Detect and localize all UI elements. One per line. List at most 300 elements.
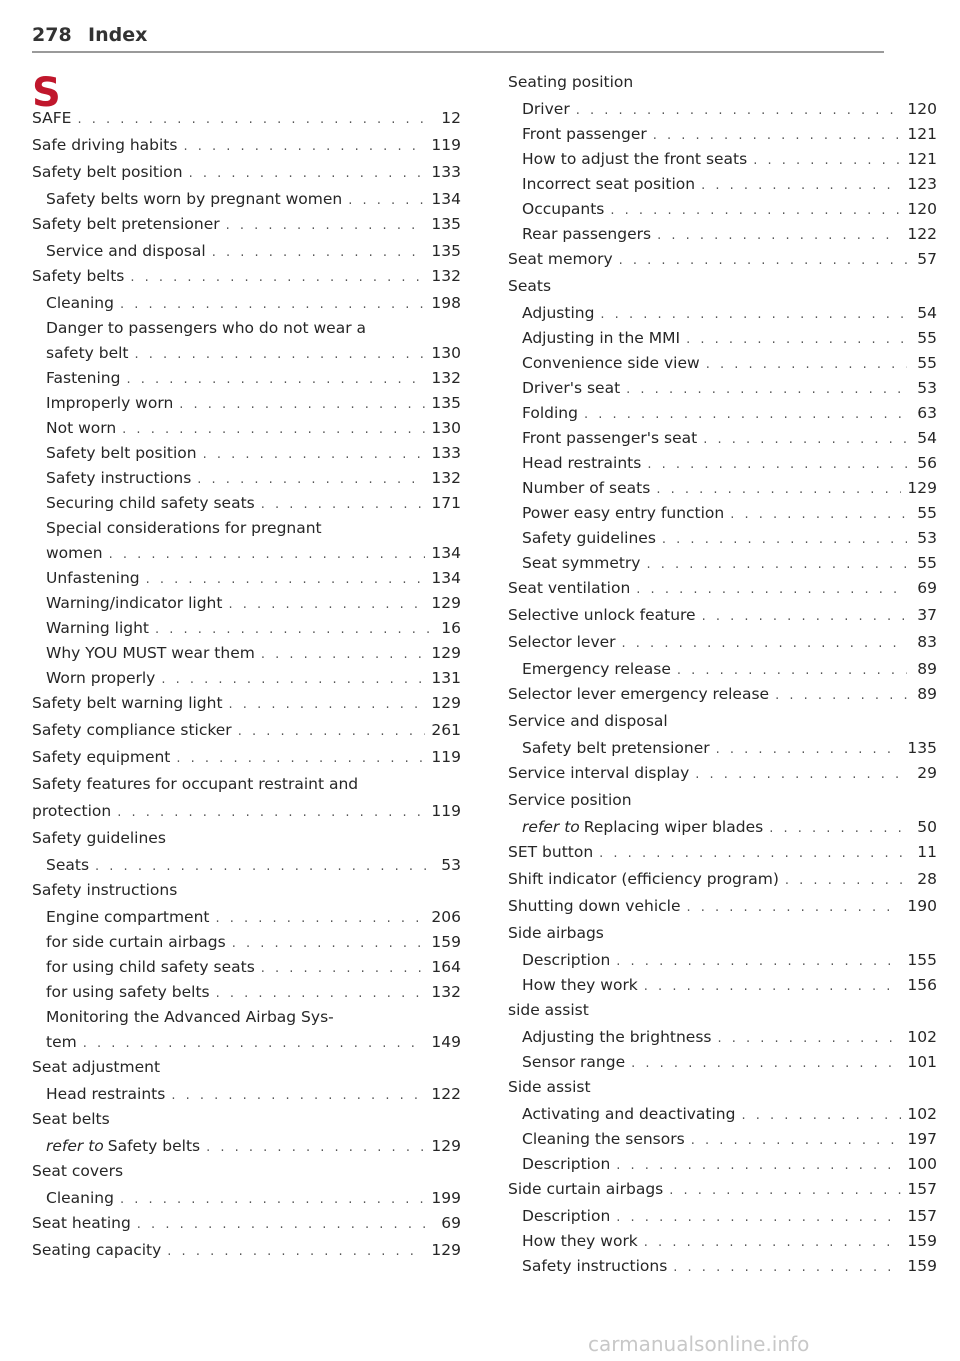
page-reference: 69: [441, 1214, 461, 1232]
index-entry-label: [22, 1033, 77, 1051]
index-entry: [484, 277, 937, 304]
dot-leader: [206, 1140, 425, 1155]
dot-leader: [687, 900, 902, 915]
page-reference: 135: [431, 394, 461, 412]
index-entry: [8, 1214, 461, 1241]
dot-leader: [584, 407, 907, 422]
index-term: Replacing wiper blades: [583, 818, 764, 836]
index-entry-line: [22, 856, 461, 874]
dot-leader: [647, 457, 907, 472]
index-entry-line: [22, 644, 461, 662]
section-letter: S: [32, 70, 61, 116]
index-entry-line: [22, 544, 461, 562]
page-reference: 197: [907, 1130, 937, 1148]
dot-leader: [197, 472, 425, 487]
index-entry-line: [22, 569, 461, 587]
index-term: Safety belt position: [32, 163, 183, 181]
index-entry-line: [498, 1053, 937, 1071]
index-entry-label: [8, 775, 358, 793]
index-entry-line: [484, 1001, 937, 1019]
dot-leader: [644, 979, 902, 994]
dot-leader: [695, 767, 907, 782]
dot-leader: [215, 911, 425, 926]
index-entry-line: [8, 694, 461, 712]
index-entry-line: [498, 175, 937, 193]
index-entry-line: [484, 606, 937, 624]
index-term: Safety belts worn by pregnant women: [46, 190, 343, 208]
index-entry-line: [8, 1162, 461, 1180]
index-entry-label: [498, 1207, 610, 1225]
index-term: Cleaning: [46, 294, 114, 312]
dot-leader: [176, 751, 425, 766]
index-entry: [8, 136, 461, 163]
index-entry-label: [8, 267, 124, 285]
index-entry: [8, 319, 461, 344]
page-reference: 132: [431, 983, 461, 1001]
index-entry-line: [22, 958, 461, 976]
index-entry-label: [498, 529, 656, 547]
index-entry-label: [8, 1058, 160, 1076]
index-entry: [8, 242, 461, 267]
index-entry-line: [22, 294, 461, 312]
index-entry: [484, 951, 937, 976]
index-entry-label: [22, 1008, 334, 1026]
index-entry-label: [498, 1130, 685, 1148]
index-term: Shift indicator (efficiency program): [508, 870, 779, 888]
dot-leader: [656, 482, 901, 497]
index-term: Head restraints: [522, 454, 642, 472]
index-entry: [8, 1241, 461, 1268]
dot-leader: [109, 547, 426, 562]
index-term: Seats: [508, 277, 552, 295]
index-entry-label: [484, 250, 613, 268]
dot-leader: [226, 218, 426, 233]
index-term: Seat heating: [32, 1214, 131, 1232]
index-entry-line: [22, 190, 461, 208]
index-entry-label: [22, 669, 155, 687]
index-entry: [484, 454, 937, 479]
index-entry-line: [498, 200, 937, 218]
index-term: Selector lever emergency release: [508, 685, 770, 703]
index-entry-line: [8, 1110, 461, 1128]
index-entry-line: [8, 1058, 461, 1076]
index-term: Safety belt position: [46, 444, 197, 462]
index-entry-line: [8, 136, 461, 154]
page-reference: 129: [431, 1241, 461, 1259]
index-term: Monitoring the Advanced Airbag Sys-: [46, 1008, 334, 1026]
index-term: women: [46, 544, 103, 562]
index-entry-label: [498, 1155, 610, 1173]
index-entry-label: [8, 748, 170, 766]
index-entry-label: [22, 494, 255, 512]
index-entry-line: [22, 469, 461, 487]
dot-leader: [171, 1088, 425, 1103]
index-entry: [8, 419, 461, 444]
index-entry: [484, 354, 937, 379]
dot-leader: [669, 1183, 901, 1198]
index-entry-line: [498, 951, 937, 969]
index-entry: [484, 924, 937, 951]
page-reference: 16: [441, 619, 461, 637]
page-reference: 132: [431, 267, 461, 285]
index-entry-line: [498, 150, 937, 168]
page-reference: 119: [431, 136, 461, 154]
index-term: Service interval display: [508, 764, 690, 782]
index-entry: [8, 694, 461, 721]
index-entry-line: [22, 669, 461, 687]
index-entry-line: [498, 125, 937, 143]
index-entry: [8, 644, 461, 669]
index-entry-line: [484, 843, 937, 861]
page-reference: 119: [431, 748, 461, 766]
index-entry-label: [22, 856, 89, 874]
index-entry-label: [484, 843, 593, 861]
index-column-left: [8, 109, 461, 1268]
index-term: for side curtain airbags: [46, 933, 226, 951]
dot-leader: [83, 1036, 426, 1051]
page-reference: 129: [907, 479, 937, 497]
index-entry-label: [22, 644, 255, 662]
index-entry: [484, 150, 937, 175]
page-reference: 198: [431, 294, 461, 312]
index-entry: [8, 544, 461, 569]
index-entry: [484, 554, 937, 579]
index-term: Special considerations for pregnant: [46, 519, 322, 537]
dot-leader: [785, 873, 907, 888]
index-entry: [8, 619, 461, 644]
index-entry-line: [22, 242, 461, 260]
index-entry: [484, 712, 937, 739]
dot-leader: [179, 397, 425, 412]
dot-leader: [619, 253, 907, 268]
page-reference: 132: [431, 469, 461, 487]
page-reference: 190: [907, 897, 937, 915]
index-entry-label: [8, 109, 71, 127]
index-entry: [8, 519, 461, 544]
dot-leader: [616, 1158, 901, 1173]
index-entry-label: [22, 958, 255, 976]
index-entry-label: [22, 1085, 165, 1103]
index-entry-line: [22, 519, 461, 537]
page-reference: 157: [907, 1207, 937, 1225]
index-entry: [8, 802, 461, 829]
dot-leader: [135, 347, 426, 362]
index-entry: [8, 748, 461, 775]
dot-leader: [662, 532, 907, 547]
index-entry-label: [498, 1232, 638, 1250]
index-entry: [8, 1137, 461, 1162]
index-entry: [484, 250, 937, 277]
index-entry-label: [8, 721, 232, 739]
index-term: Safety belt pretensioner: [32, 215, 220, 233]
page-reference: 53: [441, 856, 461, 874]
index-entry-label: [498, 1028, 711, 1046]
index-entry-line: [8, 267, 461, 285]
index-entry: [8, 669, 461, 694]
dot-leader: [216, 986, 426, 1001]
page-reference: 120: [907, 200, 937, 218]
index-entry: [8, 933, 461, 958]
index-entry-label: [498, 100, 570, 118]
index-entry: [484, 200, 937, 225]
index-entry-label: [498, 554, 640, 572]
dot-leader: [229, 697, 426, 712]
dot-leader: [238, 724, 426, 739]
index-entry-line: [8, 829, 461, 847]
index-entry-label: [498, 304, 594, 322]
dot-leader: [703, 432, 907, 447]
index-entry-label: [22, 908, 209, 926]
index-entry-line: [8, 748, 461, 766]
index-entry-line: [22, 419, 461, 437]
page-reference: 129: [431, 644, 461, 662]
index-term: Driver: [522, 100, 570, 118]
index-entry-label: [498, 818, 763, 836]
page-reference: 149: [431, 1033, 461, 1051]
dot-leader: [702, 609, 907, 624]
page-reference: 129: [431, 694, 461, 712]
index-entry-line: [498, 404, 937, 422]
index-entry-line: [22, 369, 461, 387]
index-entry-label: [8, 1241, 161, 1259]
index-term: for using child safety seats: [46, 958, 255, 976]
index-entry-line: [498, 225, 937, 243]
page-reference: 102: [907, 1105, 937, 1123]
index-entry-line: [22, 1033, 461, 1051]
index-entry: [484, 1232, 937, 1257]
index-entry-label: [498, 976, 638, 994]
index-entry-line: [498, 504, 937, 522]
index-entry: [484, 479, 937, 504]
index-term: Convenience side view: [522, 354, 700, 372]
page-reference: 121: [907, 125, 937, 143]
index-term: Safety belts: [107, 1137, 201, 1155]
index-entry: [8, 163, 461, 190]
index-term: How they work: [522, 1232, 638, 1250]
page-reference: 29: [917, 764, 937, 782]
index-term: Safety equipment: [32, 748, 171, 766]
index-term: Cleaning: [46, 1189, 114, 1207]
dot-leader: [261, 497, 426, 512]
index-term: Service position: [508, 791, 632, 809]
index-entry: [484, 1180, 937, 1207]
index-entry-line: [498, 1028, 937, 1046]
index-entry: [484, 379, 937, 404]
index-entry: [8, 444, 461, 469]
index-term: Seat covers: [32, 1162, 124, 1180]
index-entry-line: [484, 633, 937, 651]
index-entry-label: [8, 215, 220, 233]
page-reference: 55: [917, 554, 937, 572]
index-term: Safety guidelines: [32, 829, 166, 847]
index-term: Rear passengers: [522, 225, 652, 243]
index-term: Safety features for occupant restraint and: [32, 775, 359, 793]
dot-leader: [616, 1210, 901, 1225]
index-entry-label: [8, 802, 111, 820]
index-entry-label: [8, 881, 177, 899]
index-entry-line: [484, 924, 937, 942]
index-entry: [8, 829, 461, 856]
index-entry-label: [22, 394, 173, 412]
index-entry: [8, 294, 461, 319]
index-entry-line: [484, 73, 937, 91]
index-entry-label: [498, 1105, 735, 1123]
page-reference: 53: [917, 379, 937, 397]
index-entry: [8, 908, 461, 933]
index-entry: [8, 469, 461, 494]
index-entry-label: [22, 344, 129, 362]
index-entry-line: [22, 908, 461, 926]
dot-leader: [146, 572, 426, 587]
index-entry: [484, 1053, 937, 1078]
index-term: Side airbags: [508, 924, 604, 942]
index-entry: [8, 881, 461, 908]
page-reference: 157: [907, 1180, 937, 1198]
page-reference: 130: [431, 344, 461, 362]
page-reference: 199: [431, 1189, 461, 1207]
index-entry: [484, 976, 937, 1001]
page-reference: 135: [431, 215, 461, 233]
index-term: Seating position: [508, 73, 634, 91]
dot-leader: [261, 647, 426, 662]
index-entry-label: [8, 163, 183, 181]
dot-leader: [232, 936, 426, 951]
page-reference: 171: [431, 494, 461, 512]
index-entry-label: [498, 1053, 625, 1071]
index-entry-line: [22, 1008, 461, 1026]
index-entry: [8, 190, 461, 215]
index-entry-label: [498, 479, 650, 497]
dot-leader: [631, 1056, 901, 1071]
index-entry: [484, 504, 937, 529]
index-term: Warning/indicator light: [46, 594, 223, 612]
index-entry-label: [22, 594, 222, 612]
index-entry-label: [498, 200, 604, 218]
index-entry-label: [22, 469, 191, 487]
index-term: Safety compliance sticker: [32, 721, 232, 739]
index-entry-line: [22, 1085, 461, 1103]
index-entry-line: [484, 277, 937, 295]
index-entry-line: [22, 1137, 461, 1155]
page-reference: 53: [917, 529, 937, 547]
dot-leader: [626, 382, 907, 397]
index-entry-line: [484, 791, 937, 809]
index-entry-line: [8, 163, 461, 181]
page-reference: 123: [907, 175, 937, 193]
index-term: Not worn: [46, 419, 117, 437]
index-term: SAFE: [32, 109, 72, 127]
index-entry-label: [484, 633, 616, 651]
index-term: Improperly worn: [46, 394, 174, 412]
index-entry-line: [498, 1232, 937, 1250]
index-entry: [484, 100, 937, 125]
dot-leader: [741, 1108, 901, 1123]
page-reference: 54: [917, 429, 937, 447]
index-term: Adjusting the brightness: [522, 1028, 712, 1046]
index-term: Head restraints: [46, 1085, 166, 1103]
index-entry-label: [22, 569, 140, 587]
index-entry-line: [8, 1241, 461, 1259]
dot-leader: [348, 193, 425, 208]
index-entry-label: [484, 606, 696, 624]
index-entry-label: [22, 1189, 114, 1207]
index-term: side assist: [508, 1001, 589, 1019]
index-entry-label: [484, 870, 779, 888]
index-entry-line: [484, 764, 937, 782]
index-entry-label: [484, 73, 633, 91]
page-reference: 55: [917, 354, 937, 372]
index-term: Emergency release: [522, 660, 671, 678]
index-entry-label: [22, 242, 206, 260]
index-entry-line: [22, 344, 461, 362]
dot-leader: [657, 228, 901, 243]
index-term: Description: [522, 1207, 611, 1225]
index-entry-line: [498, 479, 937, 497]
index-term: Seats: [46, 856, 90, 874]
index-entry-line: [484, 870, 937, 888]
index-term: Description: [522, 951, 611, 969]
index-term: Driver's seat: [522, 379, 621, 397]
index-term: Worn properly: [46, 669, 156, 687]
index-entry-line: [498, 1105, 937, 1123]
index-term: SET button: [508, 843, 594, 861]
index-term: Securing child safety seats: [46, 494, 255, 512]
index-entry: [484, 897, 937, 924]
page-reference: 134: [431, 569, 461, 587]
index-term: Service and disposal: [508, 712, 668, 730]
index-term: Safety guidelines: [522, 529, 656, 547]
index-term: Seat adjustment: [32, 1058, 161, 1076]
index-entry-line: [498, 554, 937, 572]
index-entry: [484, 225, 937, 250]
page-reference: 89: [917, 660, 937, 678]
page-reference: 159: [907, 1257, 937, 1275]
dot-leader: [137, 1217, 431, 1232]
page-reference: 133: [431, 444, 461, 462]
page-reference: 122: [907, 225, 937, 243]
page-reference: 164: [431, 958, 461, 976]
index-term: Fastening: [46, 369, 121, 387]
index-entry-label: [498, 429, 697, 447]
index-entry: [484, 870, 937, 897]
index-entry-label: [8, 829, 166, 847]
index-entry: [484, 1028, 937, 1053]
index-entry-line: [22, 594, 461, 612]
index-term: Service and disposal: [46, 242, 206, 260]
dot-leader: [677, 663, 907, 678]
index-entry: [484, 685, 937, 712]
page-reference: 134: [431, 544, 461, 562]
index-entry: [484, 329, 937, 354]
dot-leader: [644, 1235, 902, 1250]
index-entry-line: [8, 109, 461, 127]
dot-leader: [120, 297, 425, 312]
page-reference: 55: [917, 329, 937, 347]
dot-leader: [775, 688, 907, 703]
page-reference: 69: [917, 579, 937, 597]
index-entry-label: [22, 619, 149, 637]
dot-leader: [228, 597, 425, 612]
index-term: Number of seats: [522, 479, 651, 497]
index-term: Selector lever: [508, 633, 616, 651]
dot-leader: [126, 372, 425, 387]
see-reference: refer to: [522, 818, 580, 836]
page-reference: 11: [917, 843, 937, 861]
index-entry: [8, 1189, 461, 1214]
dot-leader: [706, 357, 907, 372]
header-divider: [32, 51, 884, 53]
index-term: Folding: [522, 404, 578, 422]
